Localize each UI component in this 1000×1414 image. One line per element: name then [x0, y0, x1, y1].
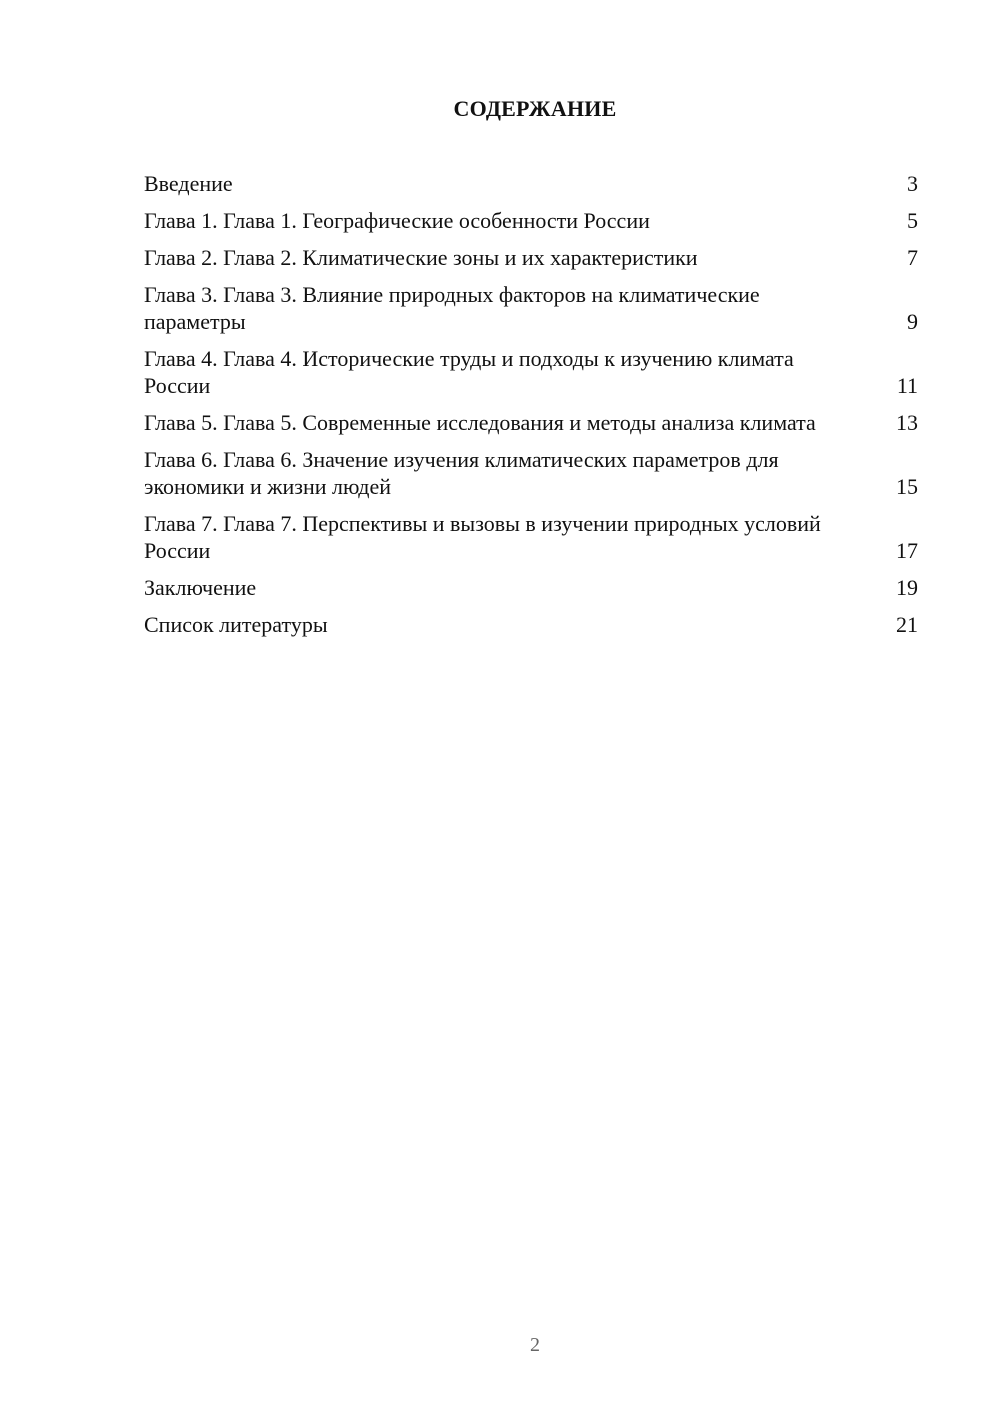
- toc-entry-chapter-2[interactable]: [144, 244, 918, 271]
- toc-entry-page: 7: [907, 245, 918, 270]
- toc-entry-page: 5: [907, 208, 918, 233]
- toc-entry-page: 19: [896, 575, 918, 600]
- toc-entry-chapter-3[interactable]: [144, 281, 918, 335]
- toc-entry-page: 3: [907, 171, 918, 196]
- toc-entry-bibliography[interactable]: [144, 611, 918, 638]
- toc-entry-chapter-7[interactable]: [144, 510, 918, 564]
- toc-entry-label: Введение: [144, 171, 233, 196]
- toc-entry-label: Глава 3. Глава 3. Влияние природных факторов на климатические параметры: [144, 282, 760, 334]
- toc-entry-label: Глава 4. Глава 4. Исторические труды и подходы к изучению климата России: [144, 346, 794, 398]
- toc-entry-chapter-1[interactable]: [144, 207, 918, 234]
- toc-entry-conclusion[interactable]: [144, 574, 918, 601]
- toc-entry-label: Глава 7. Глава 7. Перспективы и вызовы в изучении природных условий России: [144, 511, 821, 563]
- toc-entry-page: 17: [896, 538, 918, 563]
- toc-entry-page: 13: [896, 410, 918, 435]
- toc-entry-introduction[interactable]: [144, 170, 918, 197]
- toc-entry-label: Глава 5. Глава 5. Современные исследования и методы анализа климата: [144, 410, 816, 435]
- toc-entry-label: Глава 6. Глава 6. Значение изучения климатических параметров для экономики и жизни людей: [144, 447, 779, 499]
- toc-entry-page: 15: [896, 474, 918, 499]
- toc-entry-page: 11: [896, 373, 918, 398]
- toc-entry-chapter-4[interactable]: [144, 345, 918, 399]
- page-number: 2: [530, 1334, 540, 1356]
- toc-entry-label: Заключение: [144, 575, 257, 600]
- toc-entry-page: 9: [907, 309, 918, 334]
- toc-entry-page: 21: [896, 612, 918, 637]
- toc-entry-chapter-5[interactable]: [144, 409, 918, 436]
- toc-title: СОДЕРЖАНИЕ: [453, 96, 617, 121]
- toc-entry-chapter-6[interactable]: [144, 446, 918, 500]
- table-of-contents: [144, 170, 918, 648]
- toc-entry-label: Глава 1. Глава 1. Географические особенности России: [144, 208, 650, 233]
- toc-entry-label: Список литературы: [144, 612, 328, 637]
- toc-entry-label: Глава 2. Глава 2. Климатические зоны и их характеристики: [144, 245, 698, 270]
